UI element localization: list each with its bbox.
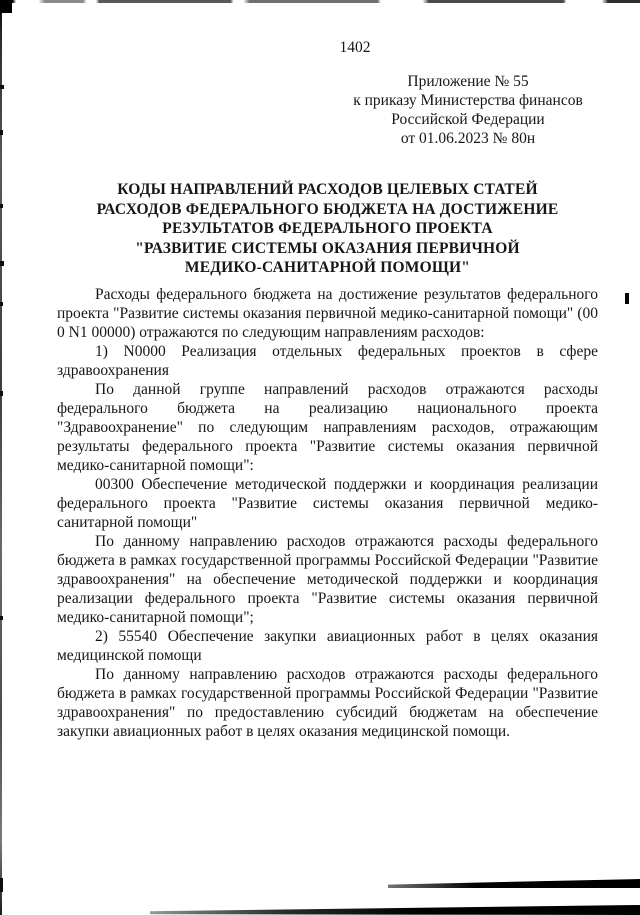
title-line: КОДЫ НАПРАВЛЕНИЙ РАСХОДОВ ЦЕЛЕВЫХ СТАТЕЙ xyxy=(117,181,538,198)
scan-artifact-tick xyxy=(0,130,3,135)
scan-artifact-tick xyxy=(0,204,3,208)
appendix-reference-block xyxy=(322,72,614,148)
paragraph-code-00300-description: По данному направлению расходов отражаются расходы федерального бюджета в рамках государственной программы Российской Федерации "Развитие здравоохранения" на обеспечение методической поддержки и координация реализации федерального проекта "Развитие системы оказания первичной медико-санитарной помощи"; xyxy=(57,533,598,626)
paragraph-code-00300: 00300 Обеспечение методической поддержки и координация реализации федерального проекта "Развитие системы оказания первичной медико-санитарной помощи" xyxy=(57,476,598,531)
scan-artifact-tick xyxy=(0,391,3,396)
title-line: РЕЗУЛЬТАТОВ ФЕДЕРАЛЬНОГО ПРОЕКТА xyxy=(162,220,493,237)
paragraph-intro: Расходы федерального бюджета на достижение результатов федерального проекта "Развитие системы оказания первичной медико-санитарной помощи" (00 0 N1 00000) отражаются по следующим направлениям расходов: xyxy=(57,286,598,341)
scan-artifact-tick xyxy=(0,616,3,620)
scan-artifact-tick xyxy=(625,293,629,304)
scan-artifact-tick xyxy=(0,85,4,89)
appendix-line: Приложение № 55 xyxy=(407,73,529,90)
title-line: МЕДИКО-САНИТАРНОЙ ПОМОЩИ" xyxy=(184,259,471,276)
scan-artifact-tick xyxy=(0,261,4,266)
scan-artifact-bottom-band xyxy=(388,879,640,888)
appendix-line: от 01.06.2023 № 80н xyxy=(400,130,536,147)
paragraph-item-2-code-55540: 2) 55540 Обеспечение закупки авиационных работ в целях оказания медицинской помощи xyxy=(57,628,598,664)
scan-artifact-top-edge xyxy=(0,0,640,3)
appendix-line: Российской Федерации xyxy=(391,111,545,128)
scan-artifact-tick xyxy=(0,878,3,892)
scan-artifact-left-edge xyxy=(0,0,2,915)
paragraph-item-2-description: По данному направлению расходов отражаются расходы федерального бюджета в рамках государственной программы Российской Федерации "Развитие здравоохранения" по предоставлению субсидий бюджетам на обеспечение закупки авиационных работ в целях оказания медицинской помощи. xyxy=(57,666,598,740)
appendix-line: к приказу Министерства финансов xyxy=(353,92,583,109)
document-body xyxy=(57,285,598,741)
scan-artifact-tick xyxy=(0,302,3,306)
paragraph-item-1-description: По данной группе направлений расходов отражаются расходы федерального бюджета на реализацию национального проекта "Здравоохранение" по следующим направлениям расходов, отражающим результаты федерального проекта "Развитие системы оказания первичной медико-санитарной помощи": xyxy=(57,381,598,474)
document-title xyxy=(57,180,598,278)
scan-artifact-bottom-edge xyxy=(150,905,640,915)
title-line: "РАЗВИТИЕ СИСТЕМЫ ОКАЗАНИЯ ПЕРВИЧНОЙ xyxy=(135,239,520,257)
paragraph-item-1-code-n0000: 1) N0000 Реализация отдельных федеральных проектов в сфере здравоохранения xyxy=(57,343,598,379)
title-line: РАСХОДОВ ФЕДЕРАЛЬНОГО БЮДЖЕТА НА ДОСТИЖЕНИЕ xyxy=(96,200,559,218)
scan-artifact-corner-mark xyxy=(0,0,12,13)
page-number: 1402 xyxy=(339,39,371,56)
